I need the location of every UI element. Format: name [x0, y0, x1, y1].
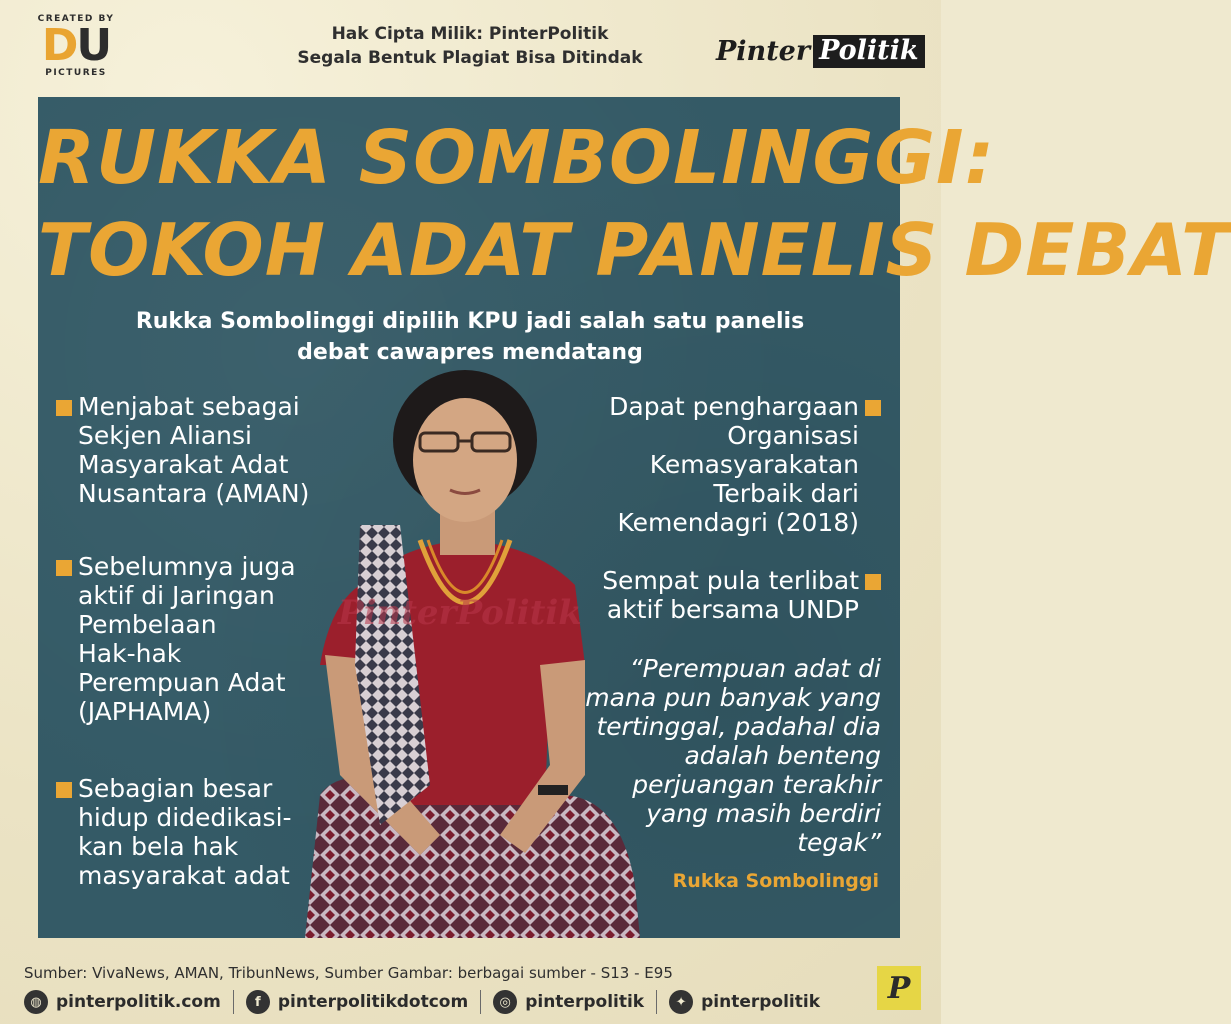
left-point-2-line-2: aktif di Jaringan — [78, 581, 275, 610]
title-line-2: TOKOH ADAT PANELIS DEBAT — [38, 208, 1231, 292]
quote-line-1: “Perempuan adat di — [629, 654, 881, 683]
right-point-1 — [609, 392, 881, 537]
left-point-2-line-5: Perempuan Adat — [78, 668, 286, 697]
left-point-2-line-4: Hak-hak — [78, 639, 182, 668]
facebook-label: pinterpolitikdotcom — [277, 992, 469, 1012]
left-point-1-line-3: Masyarakat Adat — [78, 450, 289, 479]
right-point-1-line-1: Dapat penghargaan — [609, 392, 859, 421]
twitter-link[interactable] — [669, 989, 820, 1015]
bullet-square-icon — [56, 400, 72, 416]
right-point-1-line-3: Kemasyarakatan — [649, 450, 859, 479]
copyright-notice — [270, 22, 670, 70]
left-point-1-line-4: Nusantara (AMAN) — [78, 479, 310, 508]
watermark-text: PinterPolitik — [338, 593, 582, 633]
left-point-1-line-2: Sekjen Aliansi — [78, 421, 252, 450]
instagram-label: pinterpolitik — [525, 992, 645, 1012]
right-point-1-line-5: Kemendagri (2018) — [617, 508, 859, 537]
brand-word-2: Politik — [813, 35, 925, 68]
quote-line-6: yang masih berdiri — [646, 799, 881, 828]
facebook-link[interactable] — [246, 989, 468, 1015]
quote-line-3: tertinggal, padahal dia — [596, 712, 881, 741]
instagram-icon: ◎ — [493, 990, 517, 1014]
left-point-1 — [56, 392, 309, 508]
logo-top-text: CREATED BY — [37, 14, 115, 24]
left-point-3-line-1: Sebagian besar — [78, 774, 273, 803]
p-badge-logo: P — [877, 966, 921, 1010]
source-credits: Sumber: VivaNews, AMAN, TribunNews, Sumber Gambar: berbagai sumber - S13 - E95 — [24, 964, 673, 982]
bullet-square-icon — [865, 574, 881, 590]
right-point-2 — [602, 566, 881, 624]
twitter-icon: ✦ — [669, 990, 693, 1014]
left-point-2 — [56, 552, 296, 726]
left-point-2-line-6: (JAPHAMA) — [78, 697, 212, 726]
website-label: pinterpolitik.com — [56, 992, 221, 1012]
right-point-1-line-4: Terbaik dari — [713, 479, 859, 508]
title-line-1: RUKKA SOMBOLINGGI: — [38, 115, 996, 201]
bullet-square-icon — [865, 400, 881, 416]
copyright-line-1: Hak Cipta Milik: PinterPolitik — [331, 24, 609, 44]
left-point-3 — [56, 774, 292, 890]
social-links — [24, 989, 820, 1015]
quote-line-2: mana pun banyak yang — [585, 683, 881, 712]
quote-line-4: adalah benteng — [684, 741, 881, 770]
divider — [233, 990, 234, 1014]
left-point-3-line-4: masyarakat adat — [78, 861, 290, 890]
right-point-2-line-2: aktif bersama UNDP — [606, 595, 859, 624]
subtitle — [100, 306, 840, 368]
quote-text — [581, 654, 881, 857]
quote-line-7: tegak” — [797, 828, 881, 857]
copyright-line-2: Segala Bentuk Plagiat Bisa Ditindak — [297, 48, 643, 68]
globe-icon: ◍ — [24, 990, 48, 1014]
left-point-3-line-2: hidup didedikasi- — [78, 803, 292, 832]
left-point-3-line-3: kan bela hak — [78, 832, 239, 861]
facebook-icon: f — [246, 990, 270, 1014]
watermark-logo — [318, 582, 618, 642]
brand-word-1: Pinter — [716, 35, 811, 67]
logo-mark — [36, 20, 116, 71]
divider — [656, 990, 657, 1014]
twitter-label: pinterpolitik — [701, 992, 821, 1012]
left-point-2-line-3: Pembelaan — [78, 610, 217, 639]
subtitle-line-1: Rukka Sombolinggi dipilih KPU jadi salah satu panelis — [135, 309, 805, 334]
right-point-2-line-1: Sempat pula terlibat — [602, 566, 859, 595]
bullet-square-icon — [56, 782, 72, 798]
quote-line-5: perjuangan terakhir — [632, 770, 881, 799]
divider — [480, 990, 481, 1014]
logo-bottom-text: PICTURES — [45, 68, 107, 78]
subtitle-line-2: debat cawapres mendatang — [297, 340, 643, 365]
quote-author: Rukka Sombolinggi — [672, 870, 879, 892]
logo-letter-u: U — [76, 20, 111, 71]
logo-letter-d: D — [41, 20, 77, 71]
du-pictures-logo — [36, 14, 116, 86]
left-point-1-line-1: Menjabat sebagai — [78, 392, 300, 421]
instagram-link[interactable] — [493, 989, 644, 1015]
right-point-1-line-2: Organisasi — [727, 421, 859, 450]
pinterpolitik-logo — [716, 32, 925, 70]
bullet-square-icon — [56, 560, 72, 576]
website-link[interactable] — [24, 989, 221, 1015]
left-point-2-line-1: Sebelumnya juga — [78, 552, 296, 581]
